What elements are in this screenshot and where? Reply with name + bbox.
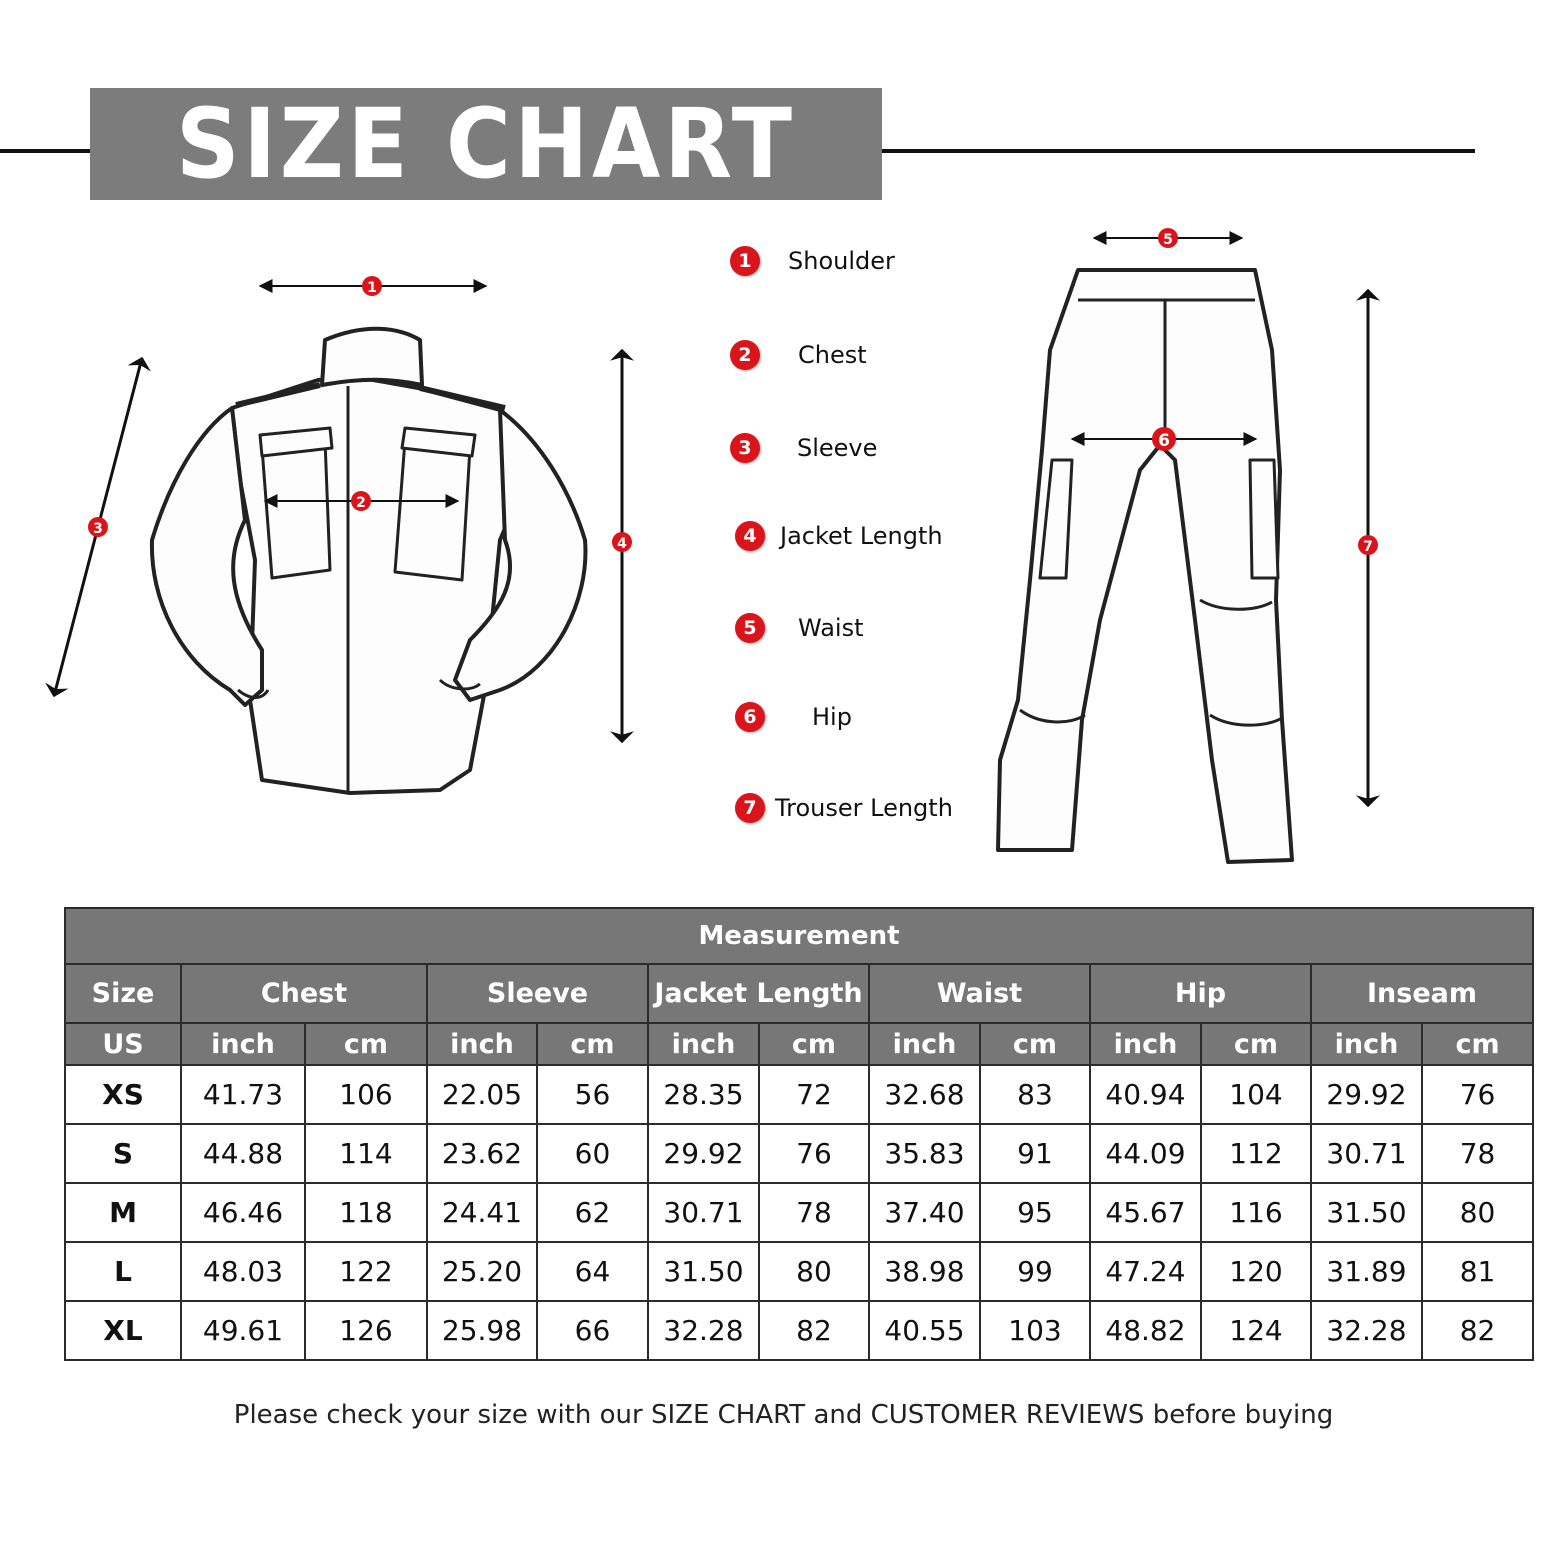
value-cell: 66 <box>537 1301 648 1360</box>
svg-text:5: 5 <box>1163 232 1173 248</box>
value-cell: 23.62 <box>427 1124 537 1183</box>
legend-label: Waist <box>798 614 864 642</box>
value-cell: 82 <box>1422 1301 1533 1360</box>
table-group-header-row <box>65 964 1533 1023</box>
value-cell: 76 <box>1422 1065 1533 1124</box>
value-cell: 46.46 <box>181 1183 305 1242</box>
value-cell: 118 <box>305 1183 427 1242</box>
value-cell: 25.98 <box>427 1301 537 1360</box>
value-cell: 32.68 <box>869 1065 980 1124</box>
number-badge: 6 <box>735 702 765 732</box>
table-unit-header-row <box>65 1023 1533 1065</box>
legend-label: Sleeve <box>797 434 878 462</box>
size-cell: L <box>65 1242 181 1301</box>
value-cell: 47.24 <box>1090 1242 1201 1301</box>
marker-5 <box>1158 228 1178 248</box>
unit-header: cm <box>1201 1023 1311 1065</box>
marker-4 <box>612 532 632 552</box>
trousers-drawing <box>998 270 1292 862</box>
unit-header: cm <box>537 1023 648 1065</box>
value-cell: 37.40 <box>869 1183 980 1242</box>
value-cell: 78 <box>759 1183 869 1242</box>
value-cell: 56 <box>537 1065 648 1124</box>
value-cell: 30.71 <box>648 1183 759 1242</box>
number-badge: 1 <box>730 246 760 276</box>
unit-header: cm <box>305 1023 427 1065</box>
jacket-drawing <box>152 329 586 793</box>
number-badge: 5 <box>735 613 765 643</box>
value-cell: 82 <box>759 1301 869 1360</box>
value-cell: 91 <box>980 1124 1090 1183</box>
marker-6 <box>1152 427 1176 451</box>
value-cell: 40.94 <box>1090 1065 1201 1124</box>
legend-label: Jacket Length <box>780 522 943 550</box>
number-badge: 3 <box>730 433 760 463</box>
value-cell: 30.71 <box>1311 1124 1422 1183</box>
footer-note: Please check your size with our SIZE CHART and CUSTOMER REVIEWS before buying <box>233 1400 1334 1430</box>
marker-3 <box>88 517 108 537</box>
value-cell: 60 <box>537 1124 648 1183</box>
value-cell: 29.92 <box>1311 1065 1422 1124</box>
value-cell: 31.50 <box>648 1242 759 1301</box>
value-cell: 120 <box>1201 1242 1311 1301</box>
marker-1 <box>362 276 382 296</box>
value-cell: 40.55 <box>869 1301 980 1360</box>
number-badge: 4 <box>735 521 765 551</box>
svg-text:3: 3 <box>93 521 103 537</box>
unit-header: cm <box>1422 1023 1533 1065</box>
svg-text:2: 2 <box>356 495 366 511</box>
unit-header: inch <box>1311 1023 1422 1065</box>
value-cell: 124 <box>1201 1301 1311 1360</box>
value-cell: 76 <box>759 1124 869 1183</box>
unit-header: inch <box>427 1023 537 1065</box>
number-badge: 7 <box>735 793 765 823</box>
value-cell: 25.20 <box>427 1242 537 1301</box>
value-cell: 72 <box>759 1065 869 1124</box>
value-cell: 48.03 <box>181 1242 305 1301</box>
legend-item-sleeve <box>730 428 877 468</box>
value-cell: 32.28 <box>1311 1301 1422 1360</box>
value-cell: 126 <box>305 1301 427 1360</box>
value-cell: 106 <box>305 1065 427 1124</box>
legend-label: Shoulder <box>788 247 895 275</box>
value-cell: 22.05 <box>427 1065 537 1124</box>
value-cell: 103 <box>980 1301 1090 1360</box>
legend-label: Hip <box>812 703 852 731</box>
table-row <box>65 1124 1533 1183</box>
page-title: SIZE CHART <box>176 88 796 200</box>
svg-text:7: 7 <box>1363 539 1373 555</box>
table-row <box>65 1183 1533 1242</box>
value-cell: 64 <box>537 1242 648 1301</box>
legend-label: Chest <box>798 341 867 369</box>
legend-item-trouser-length <box>730 788 953 828</box>
svg-text:1: 1 <box>367 280 377 296</box>
size-header: Size <box>65 964 181 1023</box>
value-cell: 44.09 <box>1090 1124 1201 1183</box>
legend-item-waist <box>730 608 863 648</box>
unit-header: cm <box>980 1023 1090 1065</box>
group-header-sleeve: Sleeve <box>427 964 648 1023</box>
table-row <box>65 1065 1533 1124</box>
value-cell: 104 <box>1201 1065 1311 1124</box>
size-cell: XS <box>65 1065 181 1124</box>
value-cell: 99 <box>980 1242 1090 1301</box>
region-header: US <box>65 1023 181 1065</box>
value-cell: 38.98 <box>869 1242 980 1301</box>
value-cell: 62 <box>537 1183 648 1242</box>
group-header-hip: Hip <box>1090 964 1311 1023</box>
unit-header: inch <box>869 1023 980 1065</box>
unit-header: cm <box>759 1023 869 1065</box>
group-header-jacket-length: Jacket Length <box>648 964 869 1023</box>
table-row <box>65 1301 1533 1360</box>
value-cell: 28.35 <box>648 1065 759 1124</box>
size-cell: S <box>65 1124 181 1183</box>
value-cell: 81 <box>1422 1242 1533 1301</box>
value-cell: 122 <box>305 1242 427 1301</box>
value-cell: 116 <box>1201 1183 1311 1242</box>
value-cell: 80 <box>759 1242 869 1301</box>
unit-header: inch <box>648 1023 759 1065</box>
legend-label: Trouser Length <box>775 794 953 822</box>
value-cell: 44.88 <box>181 1124 305 1183</box>
unit-header: inch <box>1090 1023 1201 1065</box>
legend-item-jacket-length <box>730 516 943 556</box>
legend-item-shoulder <box>730 241 895 281</box>
legend-item-chest <box>730 335 867 375</box>
unit-header: inch <box>181 1023 305 1065</box>
value-cell: 114 <box>305 1124 427 1183</box>
marker-7 <box>1358 535 1378 555</box>
group-header-chest: Chest <box>181 964 427 1023</box>
value-cell: 24.41 <box>427 1183 537 1242</box>
value-cell: 29.92 <box>648 1124 759 1183</box>
value-cell: 31.89 <box>1311 1242 1422 1301</box>
value-cell: 83 <box>980 1065 1090 1124</box>
value-cell: 45.67 <box>1090 1183 1201 1242</box>
svg-text:6: 6 <box>1158 431 1170 451</box>
value-cell: 95 <box>980 1183 1090 1242</box>
number-badge: 2 <box>730 340 760 370</box>
table-row <box>65 1242 1533 1301</box>
value-cell: 32.28 <box>648 1301 759 1360</box>
marker-2 <box>351 491 371 511</box>
svg-text:4: 4 <box>617 536 627 552</box>
value-cell: 78 <box>1422 1124 1533 1183</box>
value-cell: 48.82 <box>1090 1301 1201 1360</box>
table-title-row <box>65 908 1533 964</box>
legend-item-hip <box>730 697 852 737</box>
measurement-table <box>64 907 1534 1361</box>
value-cell: 41.73 <box>181 1065 305 1124</box>
value-cell: 80 <box>1422 1183 1533 1242</box>
value-cell: 31.50 <box>1311 1183 1422 1242</box>
size-cell: M <box>65 1183 181 1242</box>
value-cell: 112 <box>1201 1124 1311 1183</box>
group-header-inseam: Inseam <box>1311 964 1533 1023</box>
value-cell: 49.61 <box>181 1301 305 1360</box>
size-cell: XL <box>65 1301 181 1360</box>
table-title: Measurement <box>65 908 1533 964</box>
group-header-waist: Waist <box>869 964 1090 1023</box>
value-cell: 35.83 <box>869 1124 980 1183</box>
